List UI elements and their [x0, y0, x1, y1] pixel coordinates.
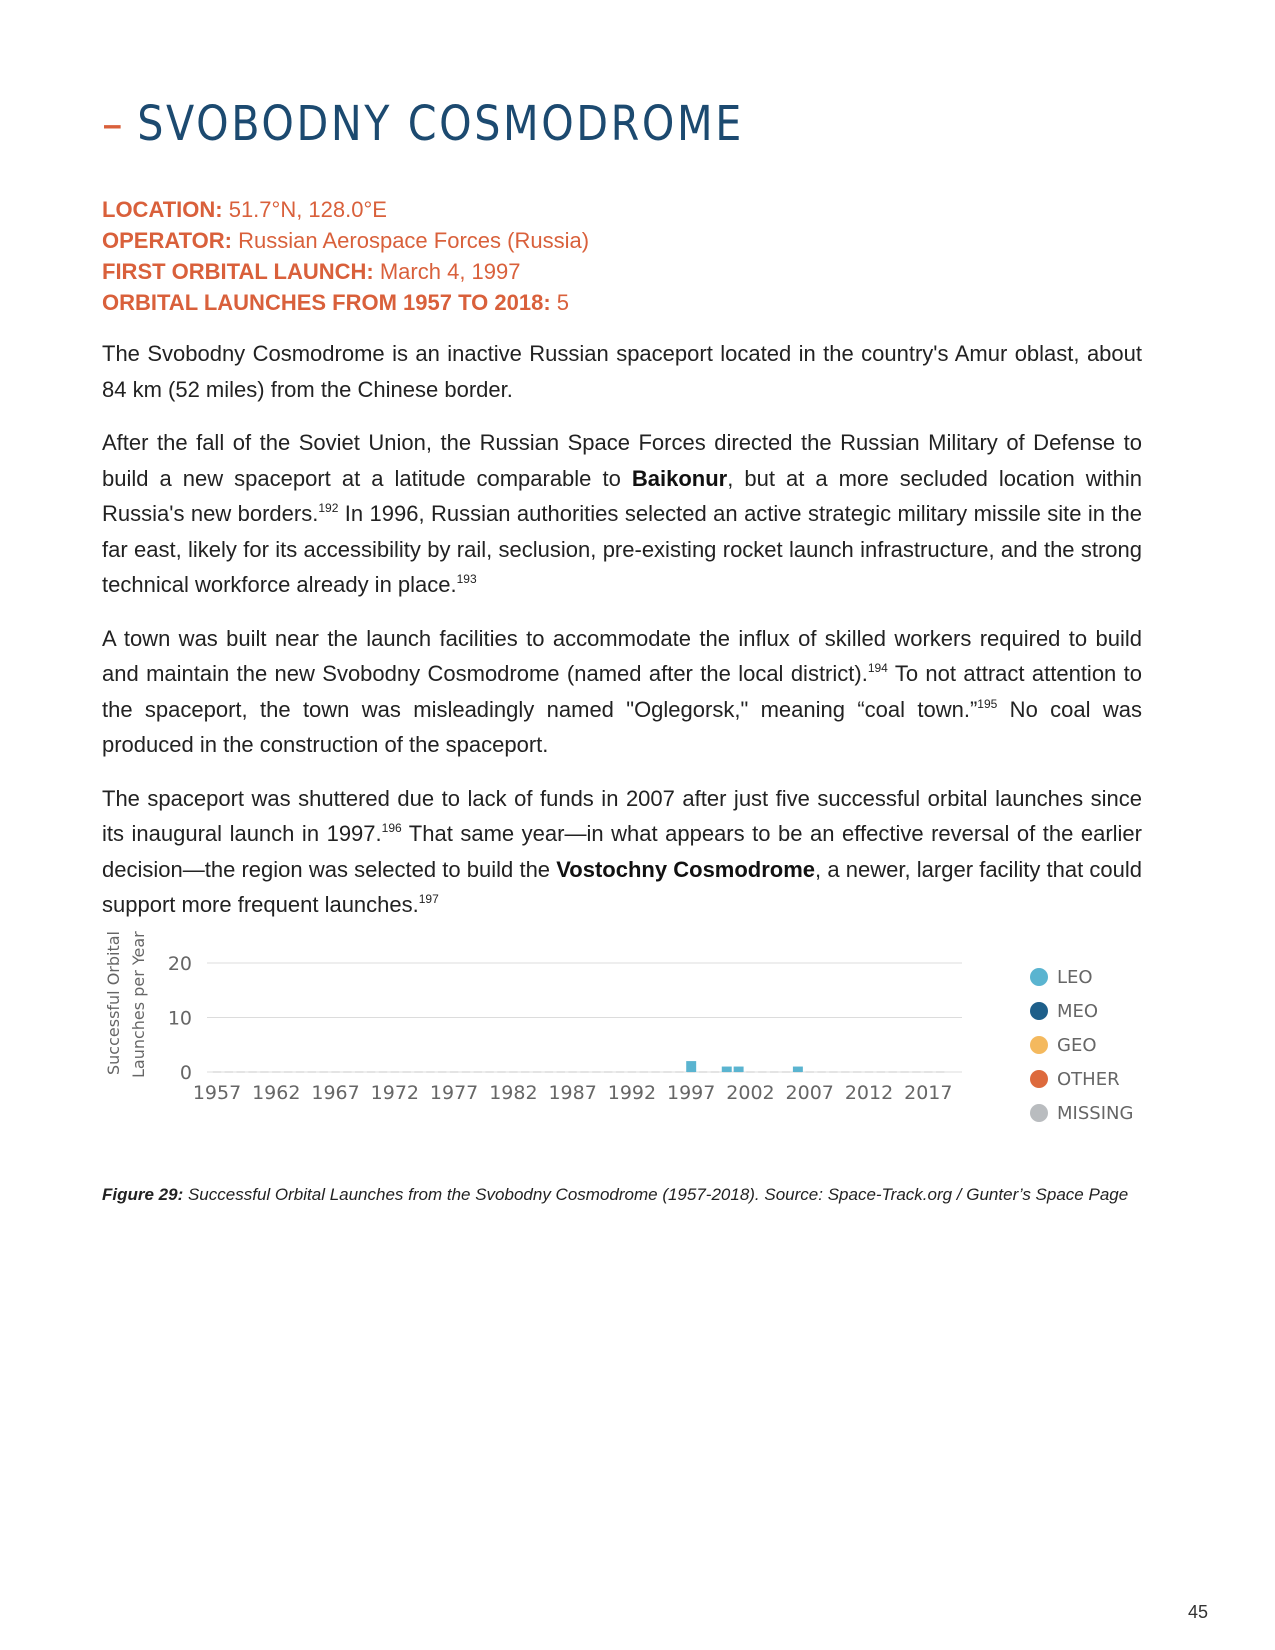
legend-dot-icon	[1030, 1036, 1048, 1054]
title-text: SVOBODNY COSMODROME	[137, 96, 744, 152]
page-title	[102, 96, 744, 152]
fact-location	[102, 194, 1142, 225]
fact-operator	[102, 225, 1142, 256]
article-body	[102, 336, 1142, 941]
y-axis-label-line-1: Successful Orbital	[104, 930, 123, 1075]
x-tick-label: 1962	[252, 1082, 301, 1104]
legend-dot-icon	[1030, 1002, 1048, 1020]
x-tick-label: 2007	[785, 1082, 834, 1104]
fact-value: Russian Aerospace Forces (Russia)	[238, 228, 590, 253]
bar-leo-1997	[686, 1061, 696, 1072]
y-tick-label: 20	[167, 953, 192, 975]
page-number: 45	[1188, 1602, 1209, 1622]
x-tick-label: 1967	[311, 1082, 360, 1104]
footnote-ref: 197	[418, 892, 439, 906]
facility-facts	[102, 194, 1142, 318]
paragraph-2	[102, 425, 1142, 603]
x-tick-label: 1987	[548, 1082, 597, 1104]
footnote-ref: 195	[977, 696, 998, 711]
x-tick-label: 2012	[844, 1082, 894, 1104]
figure-caption	[102, 1185, 1202, 1205]
fact-key: ORBITAL LAUNCHES FROM 1957 TO 2018:	[102, 290, 551, 315]
text-run: To not attract attention to the spaceport, the town was misleadingly named "Oglegorsk," meaning “coal town.”	[102, 661, 1143, 722]
fact-launch-count	[102, 287, 1142, 318]
footnote-ref: 194	[867, 661, 888, 675]
fact-value: March 4, 1997	[379, 259, 521, 284]
caption-label: Figure 29:	[102, 1185, 184, 1204]
text-run: The spaceport was shuttered due to lack of funds in 2007 after just five successful orbital launches since its inaugural launch in 1997.	[102, 785, 1142, 846]
footnote-ref: 193	[456, 572, 477, 586]
x-tick-label: 1957	[192, 1082, 242, 1104]
legend-label: OTHER	[1057, 1068, 1120, 1090]
text-run: No coal was produced in the construction of the spaceport.	[102, 696, 1142, 757]
y-tick-label: 0	[179, 1062, 192, 1084]
chart-legend	[1030, 960, 1190, 1130]
bar-leo-2000	[722, 1067, 732, 1072]
legend-item-leo	[1030, 960, 1190, 994]
paragraph-3	[102, 621, 1142, 763]
legend-item-missing	[1030, 1096, 1190, 1130]
fact-first-launch	[102, 256, 1142, 287]
x-tick-label: 1982	[489, 1082, 538, 1104]
legend-label: MEO	[1057, 1000, 1099, 1022]
caption-text: Successful Orbital Launches from the Svobodny Cosmodrome (1957-2018). Source: Space-Track.org / Gunter’s Space Page	[183, 1185, 1129, 1204]
legend-label: LEO	[1057, 966, 1093, 988]
x-tick-label: 2017	[904, 1082, 953, 1104]
legend-item-meo	[1030, 994, 1190, 1028]
x-tick-label: 2002	[726, 1082, 775, 1104]
text-run: In 1996, Russian authorities selected an active strategic military missile site in the far east, likely for its accessibility by rail, seclusion, pre-existing rocket launch infrastructure, and the strong technical workforce already in place.	[102, 501, 1142, 597]
text-run: , a newer, larger facility that could support more frequent launches.	[102, 856, 1142, 917]
fact-key: LOCATION:	[102, 197, 223, 222]
legend-dot-icon	[1030, 1070, 1048, 1088]
text-run: , but at a more secluded location within Russia's new borders.	[102, 465, 1142, 526]
fact-value: 51.7°N, 128.0°E	[228, 197, 387, 222]
bar-leo-2001	[734, 1067, 744, 1072]
legend-item-other	[1030, 1062, 1190, 1096]
x-tick-label: 1977	[429, 1082, 479, 1104]
fact-value: 5	[556, 290, 570, 315]
x-tick-label: 1997	[667, 1082, 716, 1104]
legend-dot-icon	[1030, 968, 1048, 986]
y-axis-label-line-2: Launches per Year	[129, 931, 148, 1078]
paragraph-1	[102, 336, 1142, 407]
text-run: The Svobodny Cosmodrome is an inactive Russian spaceport located in the country's Amur oblast, about 84 km (52 miles) from the Chinese border.	[102, 341, 1142, 402]
fact-key: OPERATOR:	[102, 228, 232, 253]
legend-dot-icon	[1030, 1104, 1048, 1122]
paragraph-4	[102, 781, 1142, 923]
bar-leo-2006	[793, 1067, 803, 1072]
launch-chart-svg	[102, 930, 1022, 1175]
text-run: After the fall of the Soviet Union, the Russian Space Forces directed the Russian Military of Defense to build a new spaceport at a latitude comparable to	[102, 430, 1142, 491]
x-tick-label: 1992	[607, 1082, 657, 1104]
legend-item-geo	[1030, 1028, 1190, 1062]
footnote-ref: 192	[318, 501, 339, 515]
bold-term: Vostochny Cosmodrome	[556, 856, 816, 882]
legend-label: GEO	[1057, 1034, 1097, 1056]
title-dash: –	[102, 96, 126, 152]
text-run: A town was built near the launch facilities to accommodate the influx of skilled workers required to build and maintain the new Svobodny Cosmodrome (named after the local district).	[102, 625, 1142, 686]
text-run: That same year—in what appears to be an effective reversal of the earlier decision—the region was selected to build the	[102, 821, 1142, 882]
footnote-ref: 196	[381, 821, 402, 835]
legend-label: MISSING	[1057, 1102, 1134, 1124]
bold-term: Baikonur	[631, 465, 728, 491]
fact-key: FIRST ORBITAL LAUNCH:	[102, 259, 374, 284]
y-tick-label: 10	[167, 1007, 192, 1030]
x-tick-label: 1972	[370, 1082, 420, 1104]
